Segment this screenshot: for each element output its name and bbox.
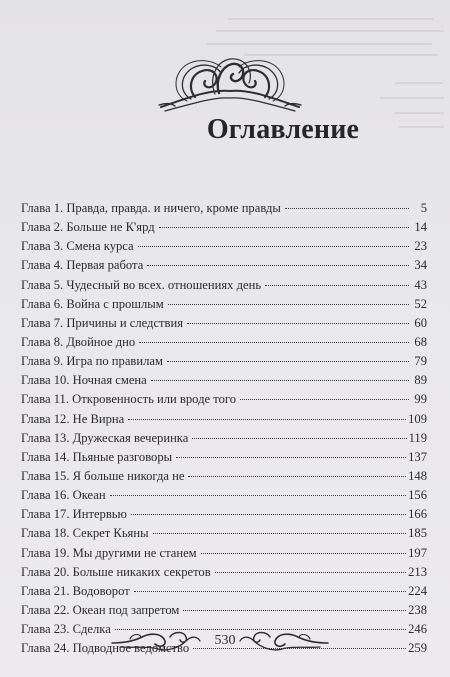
toc-entry-page-number: 89 [414,373,427,388]
toc-entry-page-number: 109 [408,411,427,426]
toc-dot-leader [187,323,409,324]
toc-dot-leader [168,304,409,305]
toc-entry [21,486,427,505]
toc-entry-title: Глава 17. Интервью [21,507,127,522]
toc-entry-title: Глава 18. Секрет Кьяны [21,526,149,541]
toc-dot-leader [151,380,409,381]
toc-entry-page-number: 23 [414,239,427,254]
toc-entry-title: Глава 7. Причины и следствия [21,315,184,330]
toc-entry-page-number: 259 [408,641,427,656]
toc-entry [21,601,427,620]
toc-entry [21,390,427,409]
toc-entry-page-number: 137 [408,449,427,464]
toc-entry [21,524,427,543]
toc-dot-leader [159,227,409,228]
toc-entry-page-number: 166 [408,507,427,522]
toc-entry-page-number: 119 [408,430,427,445]
wave-ornament-icon [110,629,202,653]
toc-entry-page-number: 68 [414,334,427,349]
page-footer [0,627,450,657]
toc-entry [21,199,427,218]
wave-ornament-icon [238,629,330,653]
wave-ornament-icon [155,55,305,117]
toc-entry-page-number: 238 [408,602,427,617]
toc-entry-title: Глава 20. Больше никаких секретов [21,564,211,579]
toc-dot-leader [215,572,406,573]
toc-entry [21,410,427,429]
toc-entry-title: Глава 2. Больше не К'ярд [21,220,155,235]
toc-entry-title: Глава 13. Дружеская вечеринка [21,430,189,445]
toc-entry-title: Глава 22. Океан под запретом [21,602,180,617]
toc-entry [21,352,427,371]
toc-dot-leader [188,476,406,477]
toc-entry [21,467,427,486]
toc-entry-page-number: 224 [408,583,427,598]
toc-entry-title: Глава 3. Смена курса [21,239,134,254]
toc-dot-leader [183,610,406,611]
toc-entry-title: Глава 23. Сделка [21,622,111,637]
toc-entry [21,333,427,352]
toc-entry [21,563,427,582]
toc-entry [21,371,427,390]
toc-dot-leader [265,285,409,286]
toc-entry-page-number: 99 [414,392,427,407]
toc-entry-title: Глава 21. Водоворот [21,583,130,598]
toc-entry-page-number: 213 [408,564,427,579]
toc-dot-leader [176,457,406,458]
toc-dot-leader [201,553,406,554]
toc-dot-leader [192,438,406,439]
toc-entry-title: Глава 6. Война с прошлым [21,296,164,311]
toc-entry-title: Глава 24. Подводное ведомство [21,641,190,656]
toc-entry-page-number: 60 [414,315,427,330]
toc-entry-title: Глава 10. Ночная смена [21,373,147,388]
toc-entry-title: Глава 14. Пьяные разговоры [21,449,173,464]
toc-dot-leader [167,361,409,362]
toc-entry [21,276,427,295]
toc-dot-leader [285,208,409,209]
toc-entry-page-number: 79 [414,354,427,369]
toc-entry [21,314,427,333]
toc-dot-leader [240,399,409,400]
table-of-contents [21,199,427,658]
toc-entry [21,582,427,601]
toc-entry-title: Глава 11. Откровенность или вроде того [21,392,237,407]
toc-entry-page-number: 34 [414,258,427,273]
toc-entry [21,237,427,256]
toc-dot-leader [139,342,409,343]
toc-entry-page-number: 52 [414,296,427,311]
toc-entry [21,256,427,275]
toc-entry-title: Глава 19. Мы другими не станем [21,545,197,560]
toc-entry-page-number: 185 [408,526,427,541]
toc-entry-title: Глава 15. Я больше никогда не [21,468,185,483]
toc-entry [21,505,427,524]
toc-entry-page-number: 14 [414,220,427,235]
toc-entry [21,448,427,467]
toc-entry-page-number: 156 [408,488,427,503]
toc-entry-title: Глава 1. Правда, правда. и ничего, кроме правды [21,201,281,215]
toc-dot-leader [147,265,409,266]
toc-dot-leader [138,246,409,247]
toc-entry-title: Глава 12. Не Вирна [21,411,125,426]
toc-entry [21,295,427,314]
page-number: 530 [214,633,236,648]
toc-entry-title: Глава 9. Игра по правилам [21,354,163,369]
toc-entry-page-number: 197 [408,545,427,560]
toc-dot-leader [110,495,407,496]
toc-entry [21,544,427,563]
toc-entry-page-number: 43 [414,277,427,292]
toc-dot-leader [128,419,406,420]
toc-dot-leader [131,514,406,515]
toc-entry-page-number: 246 [408,622,427,637]
toc-dot-leader [134,591,406,592]
toc-entry-title: Глава 5. Чудесный во всех. отношениях день [21,277,262,292]
toc-entry-page-number: 148 [408,468,427,483]
toc-entry-title: Глава 8. Двойное дно [21,334,136,349]
page-title: Оглавление [206,114,360,145]
toc-dot-leader [153,533,407,534]
toc-entry [21,218,427,237]
toc-entry-page-number: 5 [420,201,427,215]
toc-entry-title: Глава 16. Океан [21,488,106,503]
toc-entry-title: Глава 4. Первая работа [21,258,144,273]
toc-entry [21,429,427,448]
